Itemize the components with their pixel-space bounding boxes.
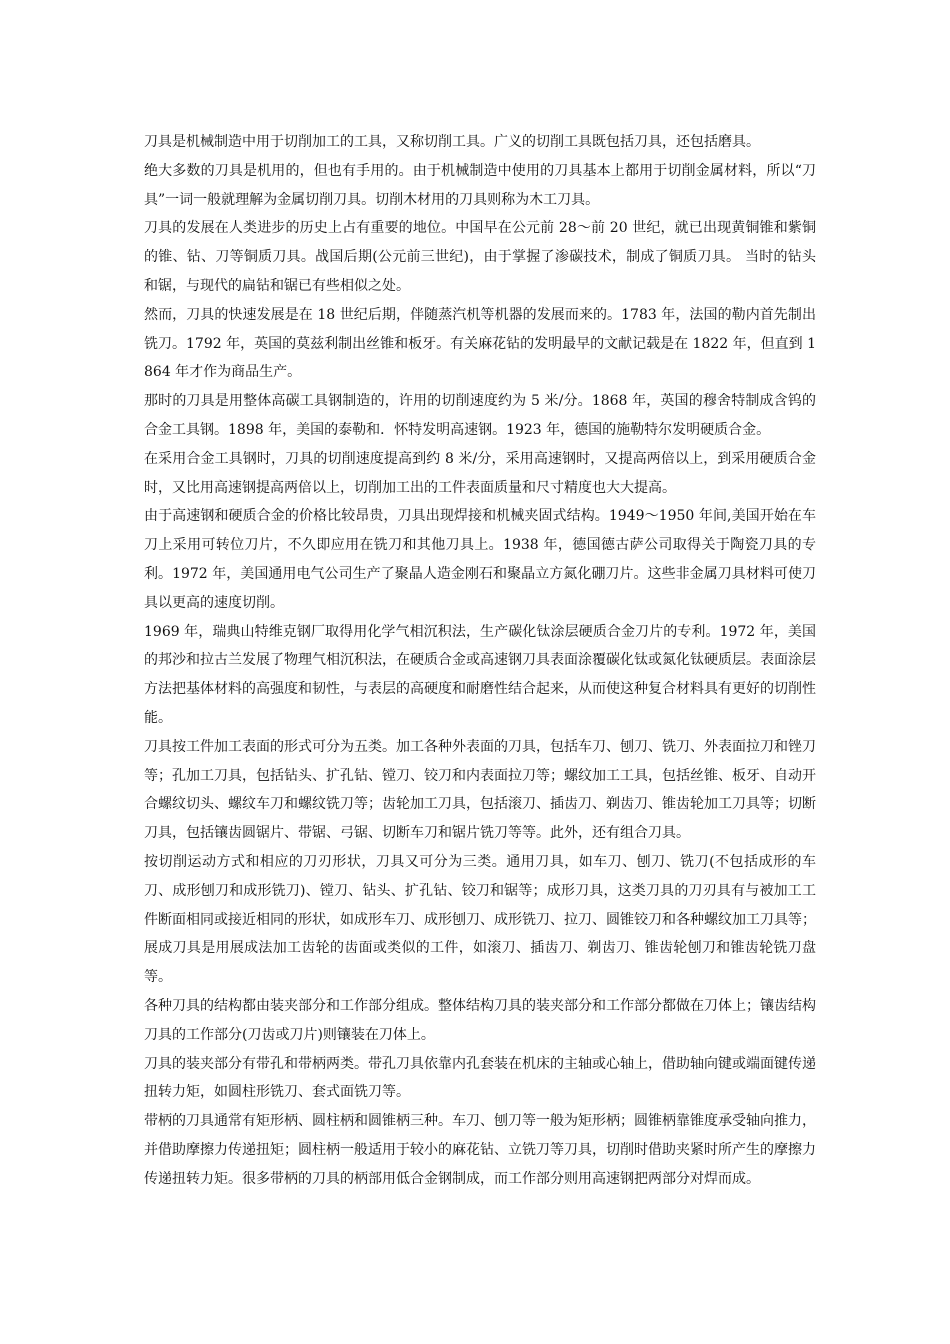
paragraph-7: 由于高速钢和硬质合金的价格比较昂贵，刀具出现焊接和机械夹固式结构。1949～1950 年间,美国开始在车刀上采用可转位刀片，不久即应用在铣刀和其他刀具上。1938 年，德国德古萨公司取得关于陶瓷刀具的专利。1972 年，美国通用电气公司生产了聚晶人造金刚石和聚晶立方氮化硼刀片。这些非金属刀具材料可使刀具以更高的速度切削。 — [144, 508, 816, 611]
paragraph-13: 带柄的刀具通常有矩形柄、圆柱柄和圆锥柄三种。车刀、刨刀等一般为矩形柄；圆锥柄靠锥度承受轴向推力，并借助摩擦力传递扭矩；圆柱柄一般适用于较小的麻花钻、立铣刀等刀具，切削时借助夹紧时所产生的摩擦力传递扭转力矩。很多带柄的刀具的柄部用低合金钢制成，而工作部分则用高速钢把两部分对焊而成。 — [144, 1113, 816, 1187]
paragraph-11: 各种刀具的结构都由装夹部分和工作部分组成。整体结构刀具的装夹部分和工作部分都做在刀体上；镶齿结构刀具的工作部分(刀齿或刀片)则镶装在刀体上。 — [144, 997, 816, 1043]
paragraph-2: 绝大多数的刀具是机用的，但也有手用的。由于机械制造中使用的刀具基本上都用于切削金属材料，所以“刀具”一词一般就理解为金属切削刀具。切削木材用的刀具则称为木工刀具。 — [144, 162, 816, 208]
paragraph-1: 刀具是机械制造中用于切削加工的工具，又称切削工具。广义的切削工具既包括刀具，还包括磨具。 — [144, 134, 760, 150]
paragraph-12: 刀具的装夹部分有带孔和带柄两类。带孔刀具依靠内孔套装在机床的主轴或心轴上，借助轴向键或端面键传递扭转力矩，如圆柱形铣刀、套式面铣刀等。 — [144, 1055, 816, 1101]
paragraph-3: 刀具的发展在人类进步的历史上占有重要的地位。中国早在公元前 28～前 20 世纪，就已出现黄铜锥和紫铜的锥、钻、刀等铜质刀具。战国后期(公元前三世纪)，由于掌握了渗碳技术，制成了铜质刀具。 当时的钻头和锯，与现代的扁钻和锯已有些相似之处。 — [144, 220, 816, 294]
paragraph-5: 那时的刀具是用整体高碳工具钢制造的，许用的切削速度约为 5 米/分。1868 年，英国的穆舍特制成含钨的合金工具钢。1898 年，美国的泰勒和．怀特发明高速钢。1923 年，德国的施勒特尔发明硬质合金。 — [144, 393, 816, 438]
paragraph-9: 刀具按工件加工表面的形式可分为五类。加工各种外表面的刀具，包括车刀、刨刀、铣刀、外表面拉刀和锉刀等；孔加工刀具，包括钻头、扩孔钻、镗刀、铰刀和内表面拉刀等；螺纹加工工具，包括丝锥、板牙、自动开合螺纹切头、螺纹车刀和螺纹铣刀等；齿轮加工刀具，包括滚刀、插齿刀、剃齿刀、锥齿轮加工刀具等；切断刀具，包括镶齿圆锯片、带锯、弓锯、切断车刀和锯片铣刀等等。此外，还有组合刀具。 — [144, 738, 816, 842]
paragraph-6: 在采用合金工具钢时，刀具的切削速度提高到约 8 米/分，采用高速钢时，又提高两倍以上，到采用硬质合金时，又比用高速钢提高两倍以上，切削加工出的工件表面质量和尺寸精度也大大提高。 — [144, 450, 816, 496]
paragraph-10: 按切削运动方式和相应的刀刃形状，刀具又可分为三类。通用刀具，如车刀、刨刀、铣刀(不包括成形的车刀、成形刨刀和成形铣刀)、镗刀、钻头、扩孔钻、铰刀和锯等；成形刀具，这类刀具的刀刃具有与被加工工件断面相同或接近相同的形状，如成形车刀、成形刨刀、成形铣刀、拉刀、圆锥铰刀和各种螺纹加工刀具等；展成刀具是用展成法加工齿轮的齿面或类似的工件，如滚刀、插齿刀、剃齿刀、锥齿轮刨刀和锥齿轮铣刀盘等。 — [144, 853, 816, 986]
paragraph-4: 然而，刀具的快速发展是在 18 世纪后期，伴随蒸汽机等机器的发展而来的。1783 年，法国的勒内首先制出铣刀。1792 年，英国的莫兹利制出丝锥和板牙。有关麻花钻的发明最早的文献记载是在 1822 年，但直到 1864 年才作为商品生产。 — [144, 306, 816, 381]
document-body — [144, 128, 816, 1193]
paragraph-8: 1969 年，瑞典山特维克钢厂取得用化学气相沉积法，生产碳化钛涂层硬质合金刀片的专利。1972 年，美国的邦沙和拉古兰发展了物理气相沉积法，在硬质合金或高速钢刀具表面涂覆碳化钛或氮化钛硬质层。表面涂层方法把基体材料的高强度和韧性，与表层的高硬度和耐磨性结合起来，从而使这种复合材料具有更好的切削性能。 — [144, 623, 816, 726]
